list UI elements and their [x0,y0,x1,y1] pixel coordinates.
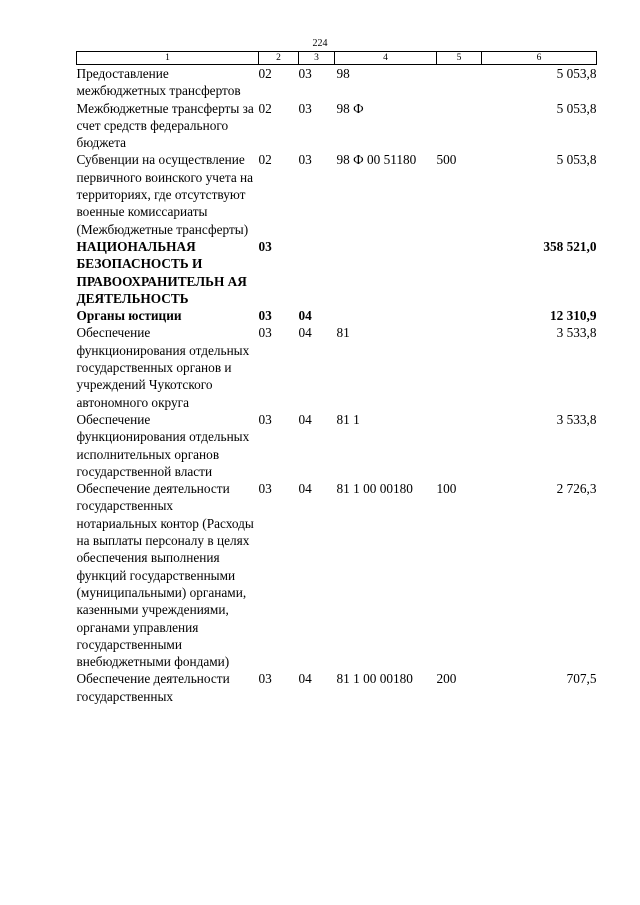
table-row [77,324,597,410]
header-col-6: 6 [482,52,597,65]
row-amount-cell: 12 310,9 [549,308,597,324]
row-name-cell: Обеспечение деятельности государственных [76,671,230,704]
row-name-cell: Предоставление межбюджетных трансфертов [76,66,241,99]
row-name-cell: Межбюджетные трансферты за счет средств федерального бюджета [76,100,254,151]
row-amount-cell: 707,5 [566,671,597,687]
header-col-2: 2 [259,52,299,65]
row-name-cell: Обеспечение функционирования отдельных государственных органов и учреждений Чукотского автономного округа [76,325,250,410]
row-expense-type-cell [437,65,482,100]
row-section-cell: 03 [258,308,272,324]
row-section-cell: 02 [258,66,272,81]
row-name-cell: Субвенции на осуществление первичного воинского учета на территориях, где отсутствуют военные комиссариаты (Межбюджетные трансферты) [76,152,254,237]
row-section-cell: 03 [258,411,272,427]
table-body [77,65,597,705]
table-row [77,151,597,237]
row-subsection-cell: 04 [298,308,312,324]
row-subsection-cell [299,238,335,307]
row-name-cell: Обеспечение деятельности государственных нотариальных контор (Расходы на выплаты персоналу в целях обеспечения выполнения функций государственными (муниципальными) органами, казенными учреждениями, органами управления государственными внебюджетными фондами) [76,481,254,670]
row-target-article-cell [335,238,437,307]
row-expense-type-cell [437,100,482,152]
row-subsection-cell: 03 [298,100,312,116]
row-target-article-cell: 81 1 00 00180 [336,671,413,687]
row-name-cell: Органы юстиции [76,308,182,324]
row-subsection-cell: 04 [298,671,312,687]
row-amount-cell: 3 533,8 [556,325,597,341]
budget-table [76,51,597,705]
row-target-article-cell [335,307,437,324]
row-section-cell: 03 [258,671,272,687]
row-expense-type-cell [437,238,482,307]
row-subsection-cell: 04 [298,411,312,427]
row-subsection-cell: 04 [298,481,312,497]
row-amount-cell: 5 053,8 [556,152,597,168]
row-name-cell: НАЦИОНАЛЬНАЯ БЕЗОПАСНОСТЬ И ПРАВООХРАНИТЕЛЬН АЯ ДЕЯТЕЛЬНОСТЬ [76,238,247,306]
row-target-article-cell: 98 Ф 00 51180 [336,152,417,168]
row-expense-type-cell: 100 [436,481,457,497]
row-amount-cell: 358 521,0 [543,238,597,254]
row-subsection-cell: 03 [298,152,312,168]
row-target-article-cell: 98 [336,66,350,81]
row-section-cell: 03 [258,325,272,341]
row-section-cell: 02 [258,100,272,116]
row-expense-type-cell [437,324,482,410]
row-name-cell: Обеспечение функционирования отдельных исполнительных органов государственной власти [76,411,250,479]
table-row [77,100,597,152]
row-section-cell: 03 [258,481,272,497]
header-col-1: 1 [77,52,259,65]
row-target-article-cell: 98 Ф [336,100,364,116]
row-subsection-cell: 03 [298,66,312,81]
row-amount-cell: 3 533,8 [556,411,597,427]
row-target-article-cell: 81 1 [336,411,360,427]
row-amount-cell: 2 726,3 [556,481,597,497]
row-section-cell: 02 [258,152,272,168]
table-row [77,65,597,100]
header-col-4: 4 [335,52,437,65]
row-section-cell: 03 [258,238,272,254]
row-amount-cell: 5 053,8 [556,66,597,81]
table-row [77,480,597,670]
table-header [77,52,597,65]
row-target-article-cell: 81 1 00 00180 [336,481,413,497]
header-col-3: 3 [299,52,335,65]
row-expense-type-cell: 500 [436,152,457,168]
row-expense-type-cell: 200 [436,671,457,687]
row-amount-cell: 5 053,8 [556,100,597,116]
table-row [77,238,597,307]
header-col-5: 5 [437,52,482,65]
page-number: 224 [312,38,328,49]
row-target-article-cell: 81 [336,325,350,341]
row-expense-type-cell [437,411,482,480]
row-subsection-cell: 04 [298,325,312,341]
row-expense-type-cell [437,307,482,324]
table-row [77,411,597,480]
table-row [77,307,597,324]
table-row [77,670,597,705]
